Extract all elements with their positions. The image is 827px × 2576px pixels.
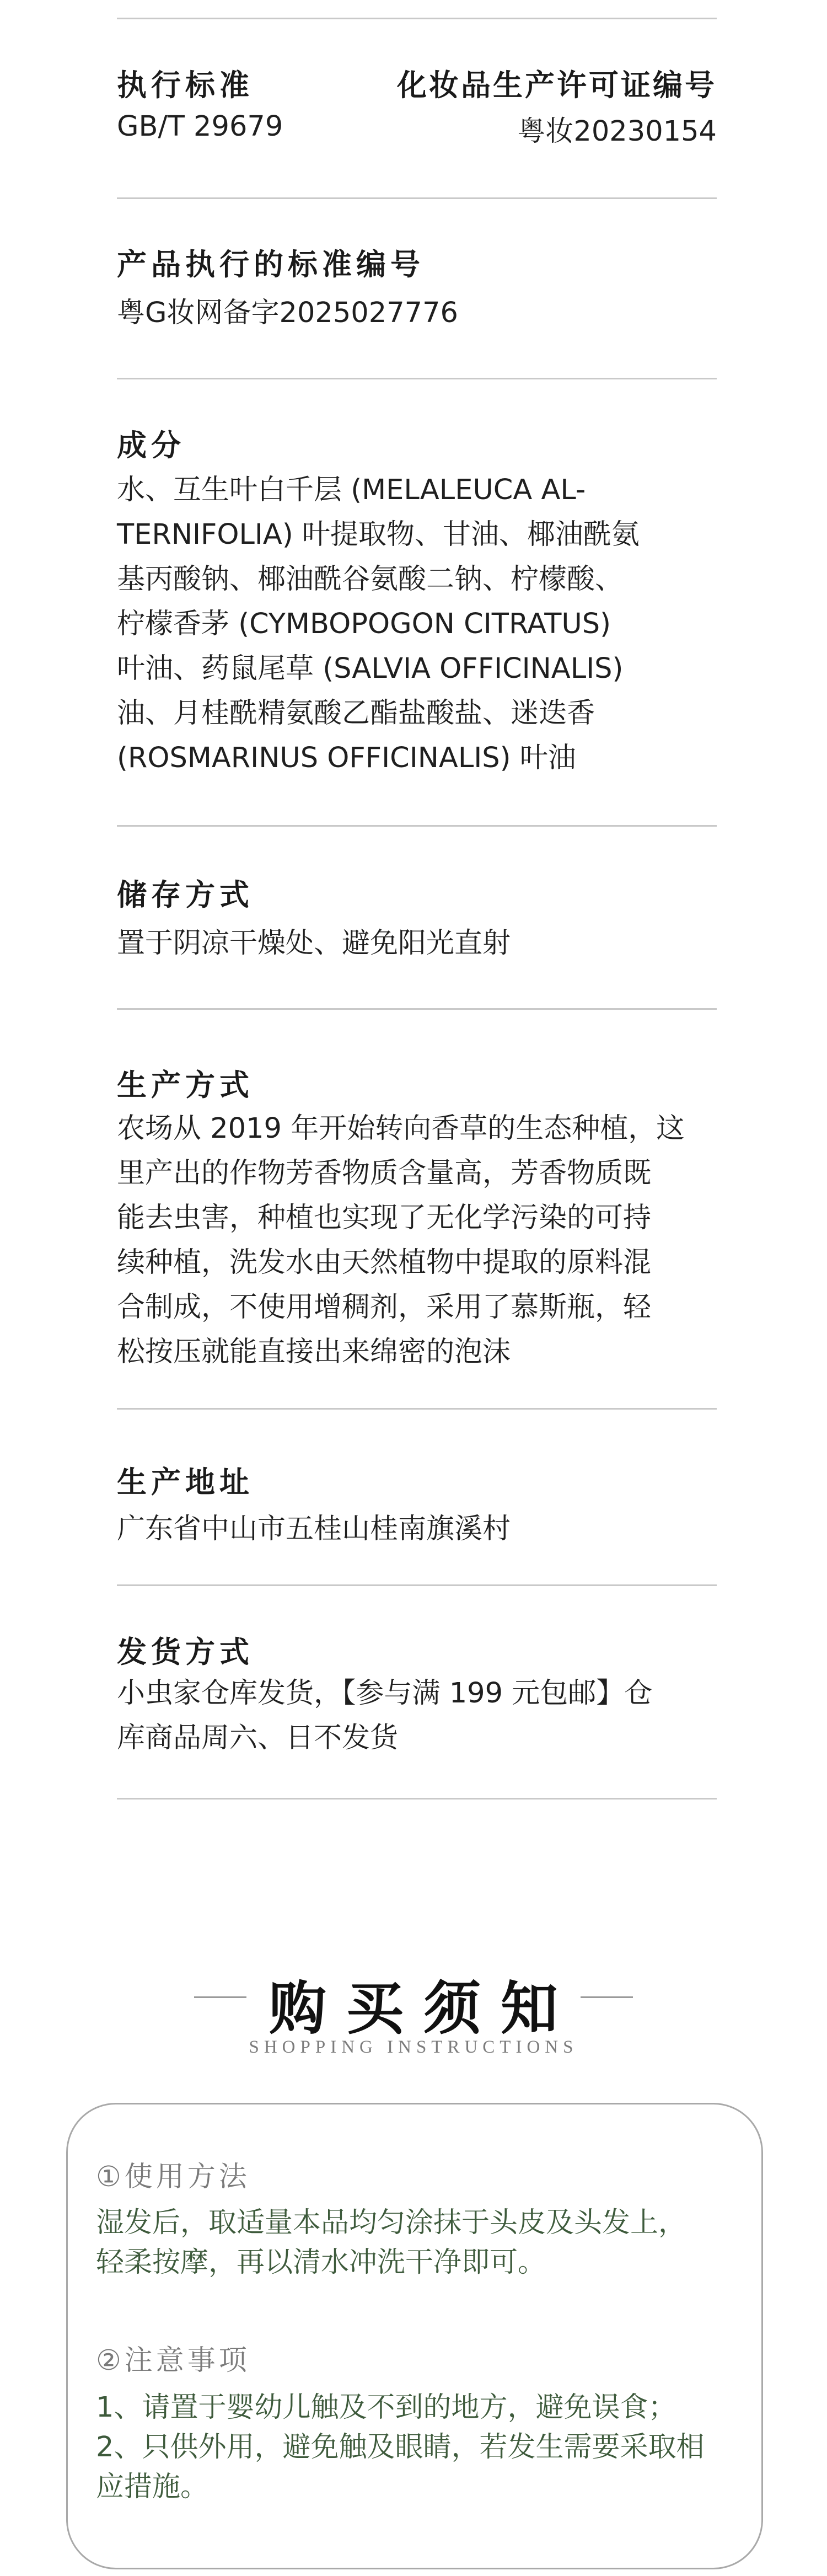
ingredients-text: 水、互生叶白千层 (MELALEUCA AL- TERNIFOLIA) 叶提取物、甘油、椰油酰氨 基丙酸钠、椰油酰谷氨酸二钠、柠檬酸、 柠檬香茅 (CYMBOPOGON CITRATUS) 叶油、药鼠尾草 (SALVIA OFFICINALIS) 油、月桂酰精氨酸乙酯盐酸盐、迷迭香 (ROSMARINUS OFFICINALIS) 叶油: [117, 474, 640, 774]
notes-title: ②注意事项: [96, 2344, 250, 2377]
divider: [117, 1798, 717, 1800]
ingredients-label: 成分: [117, 428, 185, 463]
usage-title: ①使用方法: [96, 2161, 250, 2193]
divider: [117, 1584, 717, 1586]
shopping-subtitle: SHOPPING INSTRUCTIONS: [249, 2037, 578, 2057]
production-label: 生产方式: [117, 1068, 254, 1102]
storage-value: 置于阴凉干燥处、避免阳光直射: [117, 927, 511, 960]
shipping-label: 发货方式: [117, 1635, 254, 1669]
divider: [117, 378, 717, 379]
shopping-title: 购买须知: [268, 1974, 578, 2042]
shipping-text: 小虫家仓库发货，【参与满 199 元包邮】仓 库商品周六、日不发货: [117, 1677, 653, 1754]
storage-label: 储存方式: [117, 877, 254, 912]
license-label: 化妆品生产许可证编号: [397, 68, 717, 103]
address-value: 广东省中山市五桂山桂南旗溪村: [117, 1513, 511, 1545]
address-label: 生产地址: [117, 1465, 254, 1499]
divider: [117, 825, 717, 827]
divider: [117, 1408, 717, 1410]
standard-value: GB/T 29679: [117, 110, 283, 143]
divider: [117, 18, 717, 19]
divider: [117, 197, 717, 199]
production-text: 农场从 2019 年开始转向香草的生态种植，这 里产出的作物芳香物质含量高，芳香物质既 能去虫害，种植也实现了无化学污染的可持 续种植，洗发水由天然植物中提取的原料混 合制成，不使用增稠剂，采用了慕斯瓶，轻 松按压就能直接出来绵密的泡沫: [117, 1112, 685, 1368]
divider: [117, 1008, 717, 1010]
standard-label: 执行标准: [117, 68, 254, 103]
license-value: 粤妆20230154: [517, 115, 717, 148]
shopping-heading: [0, 1952, 827, 2063]
product-standard-value: 粤G妆网备字2025027776: [117, 297, 458, 329]
notes-text: 1、请置于婴幼儿触及不到的地方，避免误食； 2、只供外用，避免触及眼睛，若发生需要采取相 应措施。: [96, 2391, 705, 2503]
usage-text: 湿发后，取适量本品均匀涂抹于头皮及头发上， 轻柔按摩，再以清水冲洗干净即可。: [96, 2207, 687, 2279]
product-standard-label: 产品执行的标准编号: [117, 247, 425, 282]
